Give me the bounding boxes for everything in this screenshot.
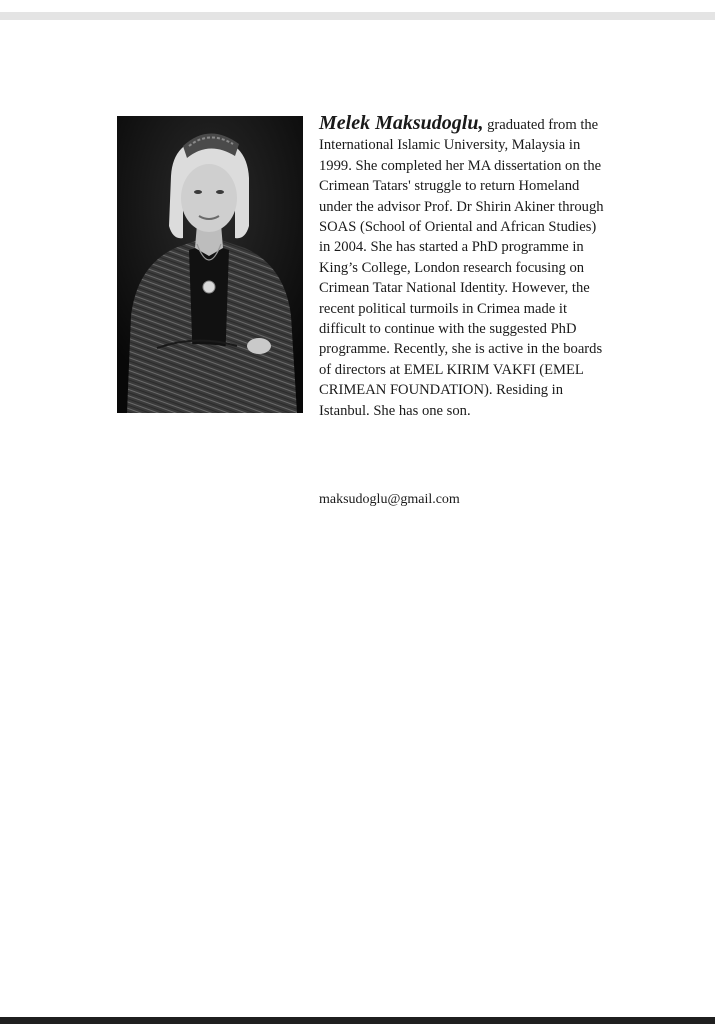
portrait-illustration xyxy=(117,116,303,413)
author-email: maksudoglu@gmail.com xyxy=(319,492,460,507)
author-name: Melek Maksudoglu, xyxy=(319,112,484,134)
author-bio xyxy=(319,113,609,421)
author-portrait xyxy=(117,116,303,413)
author-bio-text: graduated from the International Islamic University, Malaysia in 1999. She completed her MA dissertation on the Crimean Tatars' struggle to return Homeland under the advisor Prof. Dr Shirin Akiner through SOAS (School of Oriental and African Studies) in 2004. She has started a PhD programme in King’s College, London research focusing on Crimean Tatar National Identity. However, the recent political turmoils in Crimea made it difficult to continue with the suggested PhD programme. Recently, she is active in the boards of directors at EMEL KIRIM VAKFI (EMEL CRIMEAN FOUNDATION). Residing in Istanbul. She has one son. xyxy=(319,117,604,419)
bottom-edge-bar xyxy=(0,1017,715,1024)
top-edge-bar xyxy=(0,12,715,20)
